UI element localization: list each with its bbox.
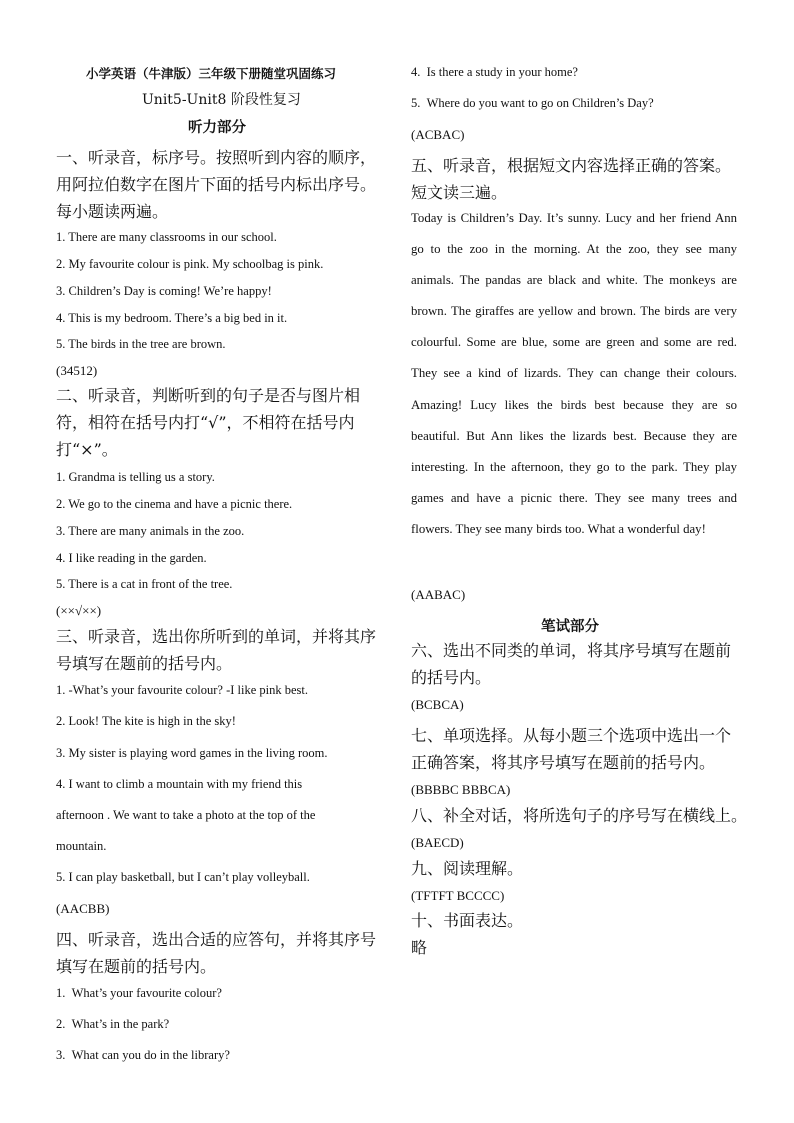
s1-item-1: 1. There are many classrooms in our school. xyxy=(56,230,277,244)
listening-section-title: 听力部分 xyxy=(188,119,246,136)
s3-item-2-number: 2. xyxy=(56,714,66,728)
s3-answer: (AACBB) xyxy=(56,901,110,916)
s3-item-3-text: My sister is playing word games in the living room. xyxy=(68,746,328,760)
s4-item-4 xyxy=(411,65,578,80)
s3-item-4-text: I want to climb a mountain with my friend this xyxy=(68,777,303,791)
s3-item-2-text: Look! The kite is high in the sky! xyxy=(68,714,236,728)
s2-item-2: 2. We go to the cinema and have a picnic there. xyxy=(56,497,293,511)
s3-item-1-number: 1. xyxy=(56,683,66,697)
s3-item-5-number: 5. xyxy=(56,870,66,884)
s4-item-1-number: 1. xyxy=(56,986,66,1000)
s4-item-5-text: Where do you want to go on Children’s Day? xyxy=(426,96,654,110)
s3-item-5 xyxy=(56,870,310,885)
s4-answer: (ACBAC) xyxy=(411,127,465,142)
s2-item-1: 1. Grandma is telling us a story. xyxy=(56,470,215,484)
s1-item-2: 2. My favourite colour is pink. My schoolbag is pink. xyxy=(56,257,324,271)
s4-item-2 xyxy=(56,1017,169,1032)
s4-item-3 xyxy=(56,1048,230,1063)
s5-answer: (AABAC) xyxy=(411,587,466,602)
s6-answer: (BCBCA) xyxy=(411,697,464,712)
s4-item-2-number: 2. xyxy=(56,1017,66,1031)
s4-item-5 xyxy=(411,96,654,111)
section-3-heading: 三、听录音，选出你所听到的单词，并将其序号填写在题前的括号内。 xyxy=(56,627,377,673)
document-subtitle: Unit5-Unit8 阶段性复习 xyxy=(142,92,301,108)
s1-item-4: 4. This is my bedroom. There’s a big bed in it. xyxy=(56,311,288,325)
section-8-heading: 八、补全对话，将所选句子的序号写在横线上。 xyxy=(411,806,748,825)
s3-item-2 xyxy=(56,714,236,729)
written-section-title: 笔试部分 xyxy=(541,618,599,635)
s9-answer: (TFTFT BCCCC) xyxy=(411,888,505,903)
document-title: 小学英语（牛津版）三年级下册随堂巩固练习 xyxy=(86,66,337,81)
s4-item-3-number: 3. xyxy=(56,1048,66,1062)
s4-item-3-text: What can you do in the library? xyxy=(71,1048,230,1062)
s2-item-5: 5. There is a cat in front of the tree. xyxy=(56,577,233,591)
s3-item-1-text: -What’s your favourite colour? -I like pink best. xyxy=(68,683,309,697)
s2-item-4: 4. I like reading in the garden. xyxy=(56,551,207,565)
s7-answer: (BBBBC BBBCA) xyxy=(411,782,511,797)
section-4-heading: 四、听录音，选出合适的应答句，并将其序号填写在题前的括号内。 xyxy=(56,930,377,976)
s3-item-4-end: mountain. xyxy=(56,839,107,853)
s2-item-3: 3. There are many animals in the zoo. xyxy=(56,524,245,538)
s4-item-5-number: 5. xyxy=(411,96,421,110)
s4-item-4-text: Is there a study in your home? xyxy=(426,65,578,79)
s3-item-3 xyxy=(56,746,328,761)
s8-answer: (BAECD) xyxy=(411,835,464,850)
s3-item-5-text: I can play basketball, but I can’t play volleyball. xyxy=(68,870,310,884)
s1-answer: (34512) xyxy=(56,363,98,378)
section-10-heading: 十、书面表达。 xyxy=(411,911,524,930)
s3-item-4-continued: afternoon . We want to take a photo at the top of the xyxy=(56,808,316,822)
s4-item-2-text: What’s in the park? xyxy=(71,1017,170,1031)
s3-item-4 xyxy=(56,777,302,792)
s4-item-1-text: What’s your favourite colour? xyxy=(71,986,222,1000)
section-1-heading: 一、听录音，标序号。按照听到内容的顺序，用阿拉伯数字在图片下面的括号内标出序号。每小题读两遍。 xyxy=(56,148,377,221)
section-6-heading: 六、选出不同类的单词，将其序号填写在题前的括号内。 xyxy=(411,641,732,687)
s10-answer: 略 xyxy=(411,938,428,957)
section-9-heading: 九、阅读理解。 xyxy=(411,859,524,878)
section-7-heading: 七、单项选择。从每小题三个选项中选出一个正确答案，将其序号填写在题前的括号内。 xyxy=(411,726,732,772)
section-5-heading: 五、听录音，根据短文内容选择正确的答案。短文读三遍。 xyxy=(411,156,732,202)
s3-item-1 xyxy=(56,683,308,698)
s4-item-1 xyxy=(56,986,222,1001)
section-2-heading: 二、听录音，判断听到的句子是否与图片相符，相符在括号内打“√”，不相符在括号内打“×”。 xyxy=(56,386,361,459)
s1-item-5: 5. The birds in the tree are brown. xyxy=(56,337,226,351)
s3-item-3-number: 3. xyxy=(56,746,66,760)
s5-passage: Today is Children’s Day. It’s sunny. Lucy and her friend Ann go to the zoo in the morning. At the zoo, they see many animals. The pandas are black and white. The monkeys are brown. The giraffes are yellow and brown. The birds are very colourful. Some are blue, some are green and some are red. They see a kind of lizards. They can change their colours. Amazing! Lucy likes the birds best because they are so beautiful. But Ann likes the lizards best. Because they are interesting. In the afternoon, they go to the park. They play games and have a picnic there. They see many trees and flowers. They see many birds too. What a wonderful day! xyxy=(411,211,737,536)
s4-item-4-number: 4. xyxy=(411,65,421,79)
s3-item-4-number: 4. xyxy=(56,777,66,791)
s2-answer: (××√××) xyxy=(56,603,102,618)
s1-item-3: 3. Children’s Day is coming! We’re happy! xyxy=(56,284,272,298)
